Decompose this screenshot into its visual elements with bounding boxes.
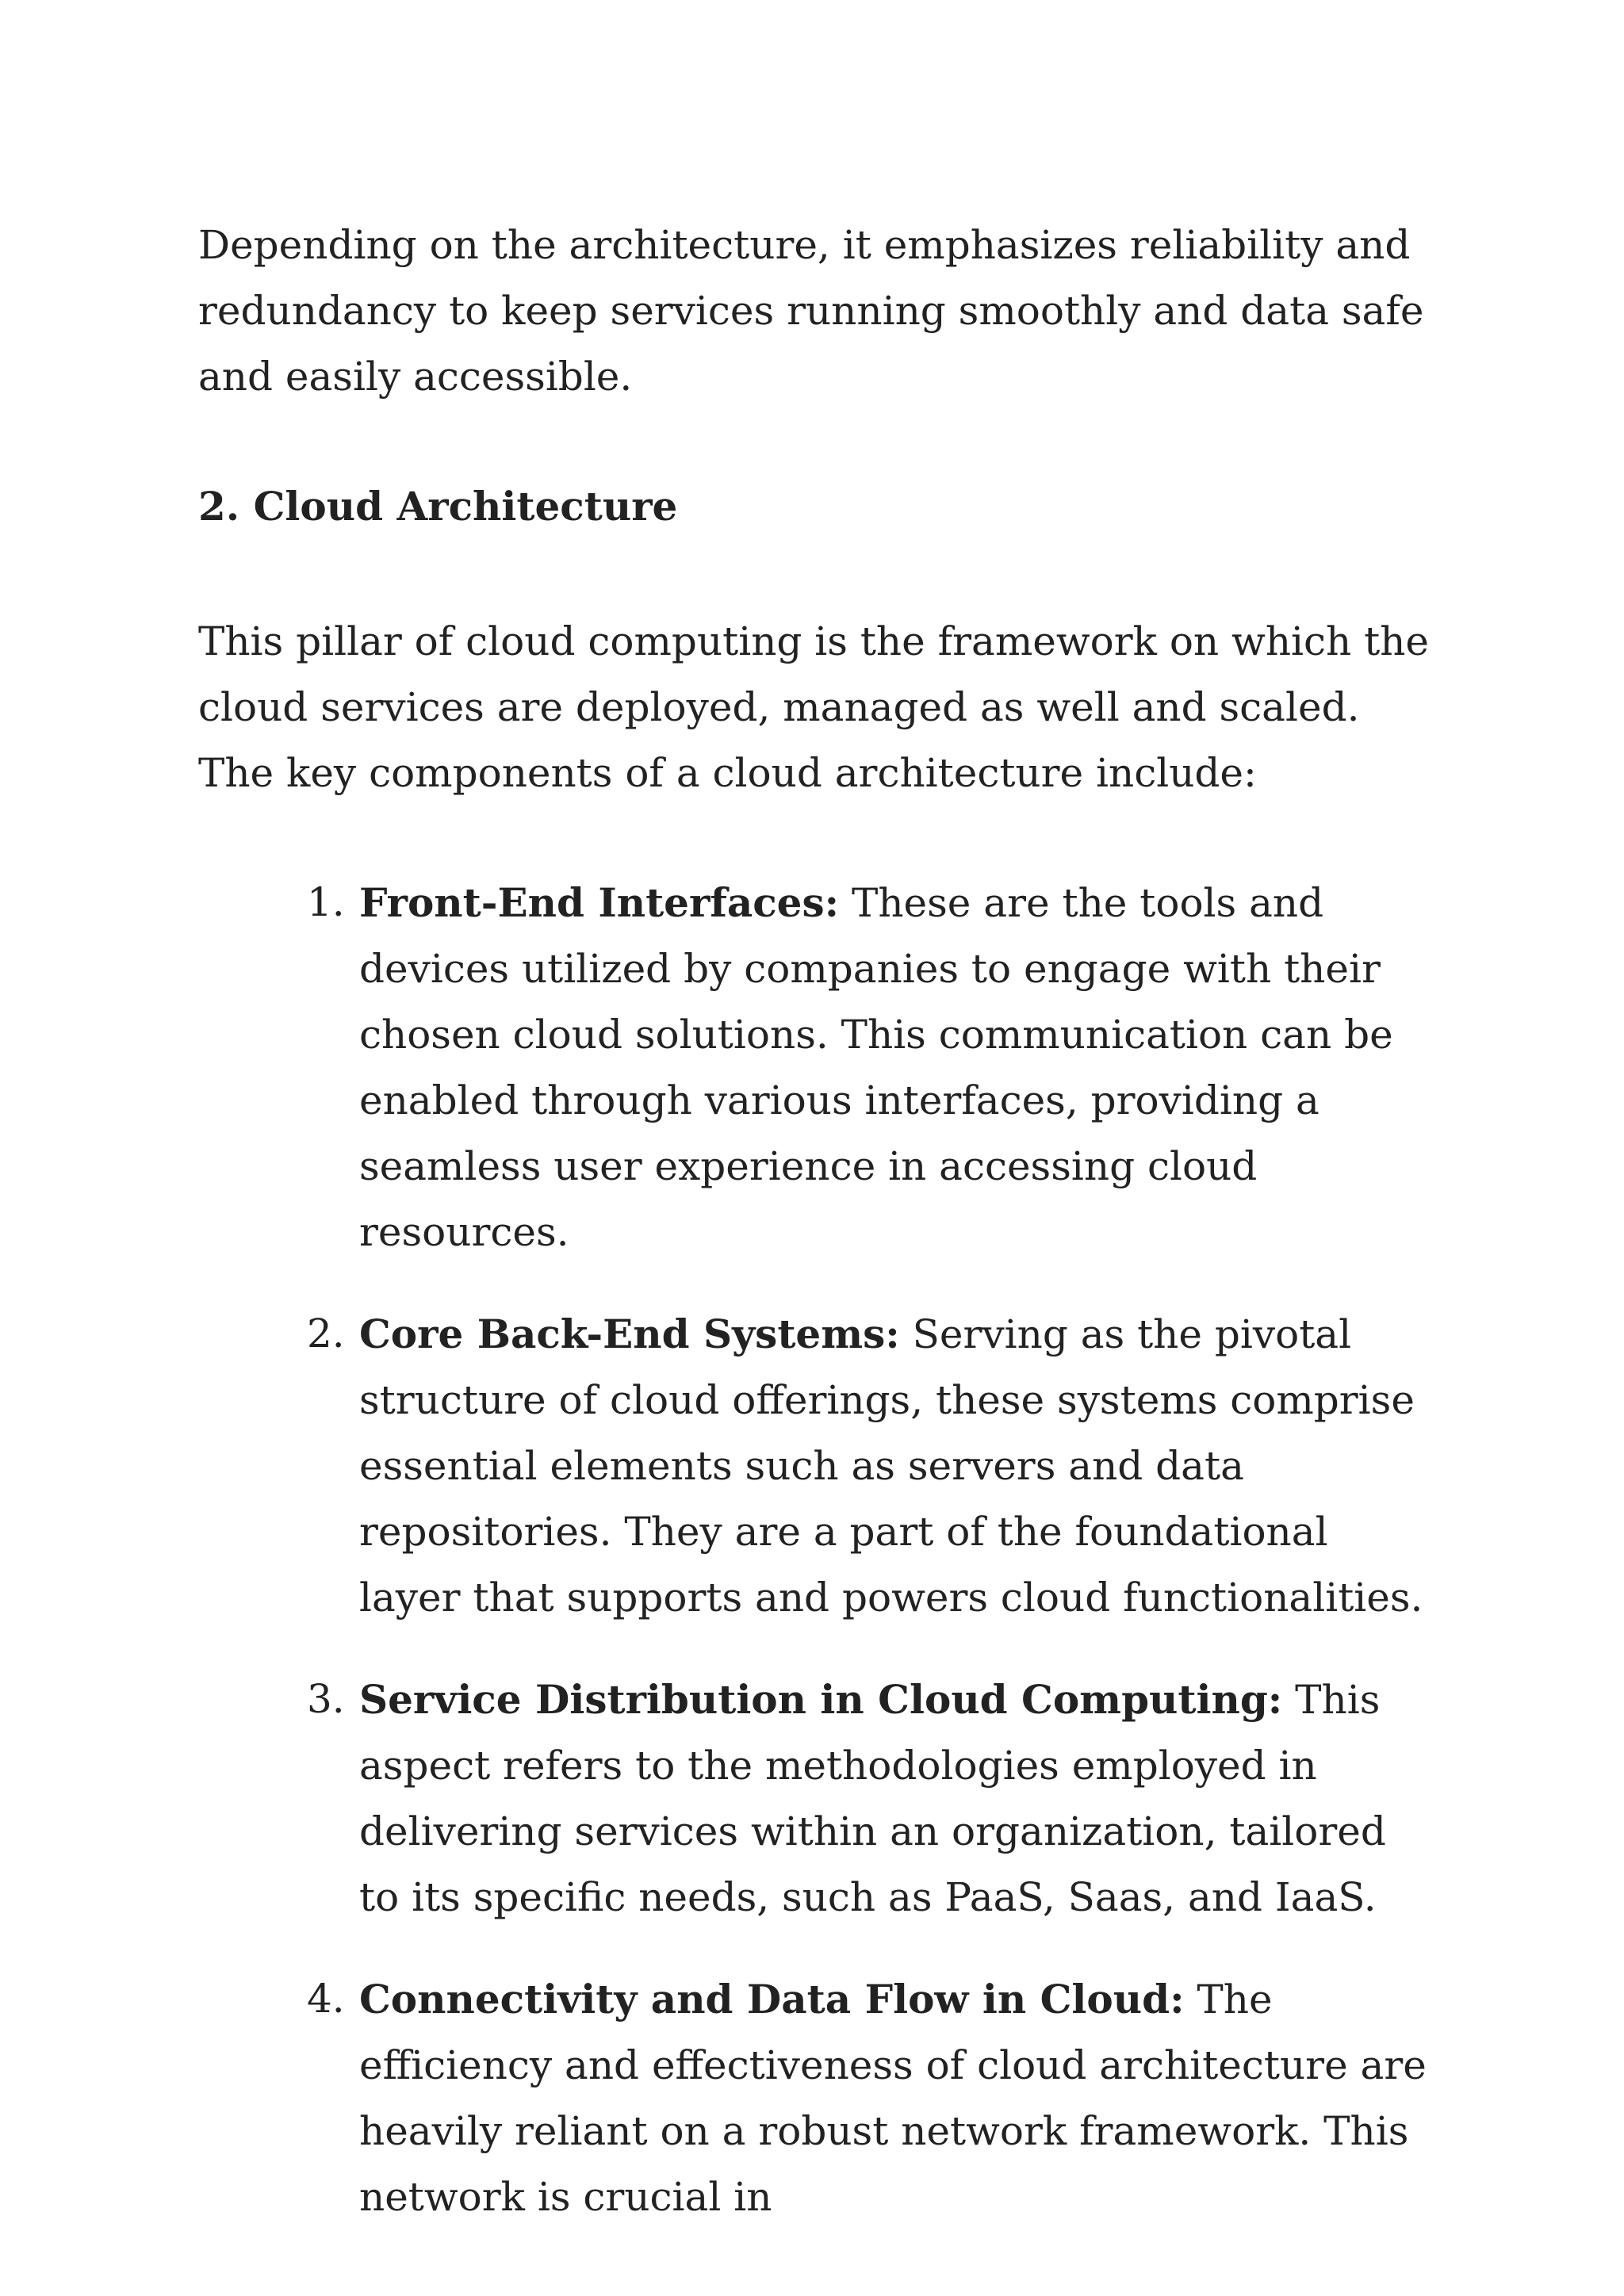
list-item-description: The efficiency and effectiveness of cloud architecture are heavily reliant on a robust network framework. This network is crucial in <box>359 1976 1427 2220</box>
list-item <box>198 1301 1435 1631</box>
list-item-term: Connectivity and Data Flow in Cloud: <box>359 1976 1185 2022</box>
list-item-number: 2. <box>307 1311 345 1357</box>
section-heading: 2. Cloud Architecture <box>198 483 678 530</box>
list-item-term: Core Back-End Systems: <box>359 1311 900 1357</box>
section-body-paragraph: This pillar of cloud computing is the framework on which the cloud services are deployed, managed as well and scaled. The key components of a cloud architecture include: <box>198 618 1430 796</box>
list-item-term: Front-End Interfaces: <box>359 879 840 926</box>
list-item <box>198 1966 1435 2230</box>
list-item <box>198 1667 1435 1931</box>
list-item-term: Service Distribution in Cloud Computing: <box>359 1676 1283 1723</box>
list-item-description: Serving as the pivotal structure of cloud offerings, these systems comprise essential elements such as servers and data repositories. They are a part of the foundational layer that supports and powers cloud functionalities. <box>359 1311 1423 1621</box>
list-item-number: 4. <box>307 1976 345 2022</box>
intro-paragraph: Depending on the architecture, it emphasizes reliability and redundancy to keep services running smoothly and data safe and easily accessible. <box>198 222 1424 400</box>
list-item <box>198 870 1435 1265</box>
list-item-number: 1. <box>307 879 345 925</box>
list-item-description: These are the tools and devices utilized by companies to engage with their chosen cloud solutions. This communication can be enabled through various interfaces, providing a seamless user experience in accessing cloud resources. <box>359 880 1393 1255</box>
components-list <box>198 870 1435 2230</box>
list-item-number: 3. <box>307 1676 345 1722</box>
list-item-description: This aspect refers to the methodologies employed in delivering services within an organization, tailored to its specific needs, such as PaaS, Saas, and IaaS. <box>359 1677 1386 1920</box>
document-page <box>198 212 1435 2266</box>
